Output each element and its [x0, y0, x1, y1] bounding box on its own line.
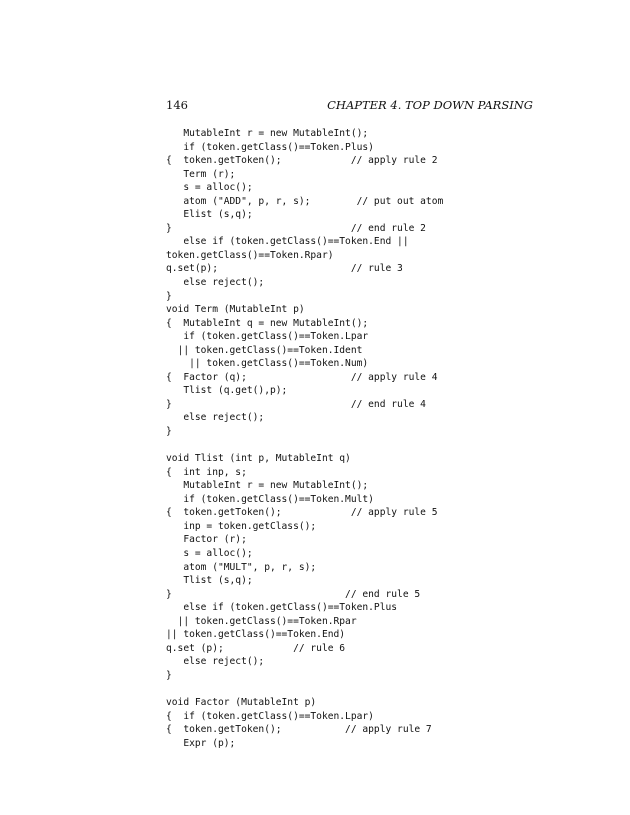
- code-line: Expr (p);: [166, 737, 236, 749]
- code-line: || token.getClass()==Token.End): [166, 629, 346, 641]
- code-line: void Factor (MutableInt p): [166, 696, 317, 708]
- code-line: else if (token.getClass()==Token.Plus: [166, 602, 398, 614]
- page-number: 146: [166, 98, 188, 112]
- code-line: q.set (p); // rule 6: [166, 642, 346, 654]
- code-listing: [166, 127, 443, 750]
- code-line: { Factor (q); // apply rule 4: [166, 371, 438, 383]
- code-line: if (token.getClass()==Token.Mult): [166, 493, 374, 505]
- code-line: { if (token.getClass()==Token.Lpar): [166, 710, 374, 722]
- code-line: }: [166, 669, 172, 681]
- code-line: if (token.getClass()==Token.Lpar: [166, 331, 369, 343]
- code-line: [166, 439, 443, 453]
- code-line: MutableInt r = new MutableInt();: [166, 480, 369, 492]
- code-line: s = alloc();: [166, 182, 253, 194]
- code-line: }: [166, 290, 172, 302]
- code-line: s = alloc();: [166, 547, 253, 559]
- code-line: q.set(p); // rule 3: [166, 263, 403, 275]
- code-line: || token.getClass()==Token.Rpar: [166, 615, 357, 627]
- code-line: } // end rule 2: [166, 222, 426, 234]
- code-line: else reject();: [166, 656, 265, 668]
- page-header: [166, 97, 533, 113]
- code-line: atom ("MULT", p, r, s);: [166, 561, 317, 573]
- code-line: [166, 682, 443, 696]
- code-line: void Term (MutableInt p): [166, 304, 305, 316]
- code-line: { MutableInt q = new MutableInt();: [166, 317, 369, 329]
- code-line: token.getClass()==Token.Rpar): [166, 249, 334, 261]
- code-line: inp = token.getClass();: [166, 520, 317, 532]
- code-line: { int inp, s;: [166, 466, 247, 478]
- code-line: if (token.getClass()==Token.Plus): [166, 141, 374, 153]
- code-line: void Tlist (int p, MutableInt q): [166, 453, 351, 465]
- code-line: Elist (s,q);: [166, 209, 253, 221]
- code-line: MutableInt r = new MutableInt();: [166, 128, 369, 139]
- code-line: else reject();: [166, 277, 265, 289]
- code-line: || token.getClass()==Token.Num): [166, 358, 369, 370]
- code-line: Tlist (q.get(),p);: [166, 385, 288, 397]
- code-line: } // end rule 5: [166, 588, 421, 600]
- code-line: atom ("ADD", p, r, s); // put out atom: [166, 195, 444, 207]
- code-line: }: [166, 426, 172, 438]
- code-line: Term (r);: [166, 168, 236, 180]
- code-line: || token.getClass()==Token.Ident: [166, 344, 363, 356]
- chapter-title: CHAPTER 4. TOP DOWN PARSING: [327, 98, 533, 112]
- code-line: { token.getToken(); // apply rule 7: [166, 724, 432, 736]
- code-line: Tlist (s,q);: [166, 575, 253, 587]
- code-line: } // end rule 4: [166, 398, 426, 410]
- code-line: { token.getToken(); // apply rule 5: [166, 507, 438, 519]
- code-line: { token.getToken(); // apply rule 2: [166, 155, 438, 167]
- code-line: else if (token.getClass()==Token.End ||: [166, 236, 409, 248]
- code-line: Factor (r);: [166, 534, 247, 546]
- code-line: else reject();: [166, 412, 265, 424]
